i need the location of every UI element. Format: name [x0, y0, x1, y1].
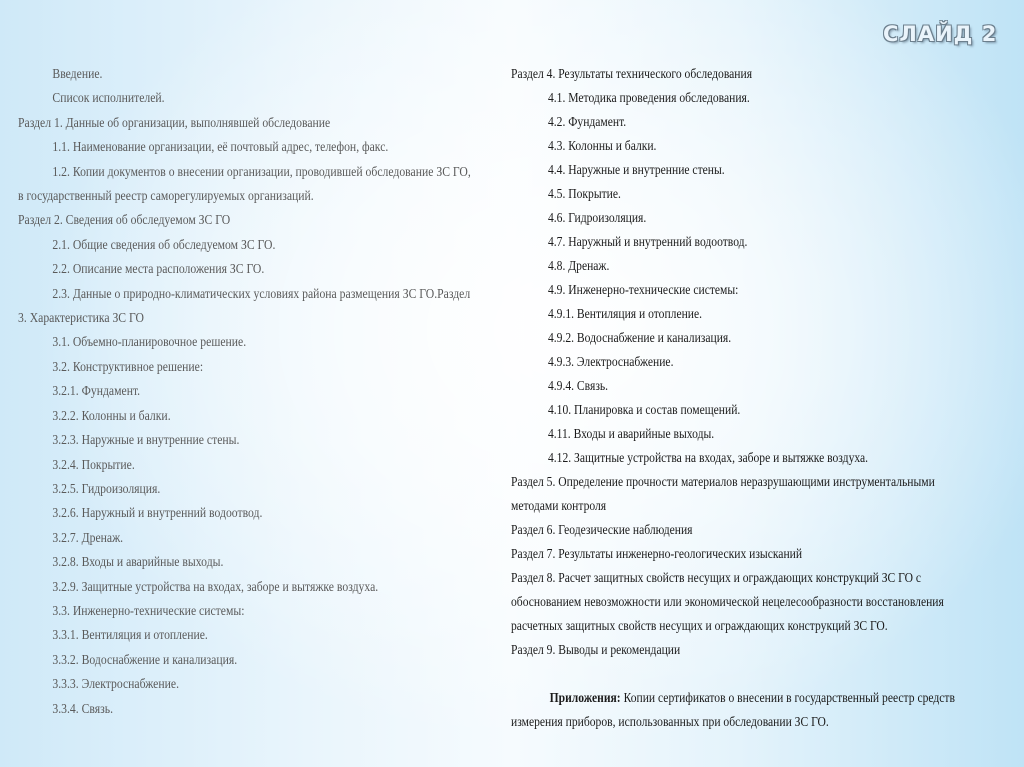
toc-line: 3.3. Инженерно-технические системы:: [52, 602, 245, 618]
toc-section-heading: Раздел 9. Выводы и рекомендации: [511, 642, 681, 657]
toc-line: 3.2.3. Наружные и внутренние стены.: [52, 432, 240, 448]
toc-line: 3.2.7. Дренаж.: [52, 529, 124, 545]
toc-line: 1.1. Наименование организации, её почтовый адрес, телефон, факс.: [52, 139, 389, 155]
toc-line: 4.4. Наружные и внутренние стены.: [547, 162, 725, 177]
spacer: [511, 662, 965, 686]
toc-line: 3.2.6. Наружный и внутренний водоотвод.: [52, 505, 263, 521]
toc-line: Список исполнителей.: [52, 90, 165, 106]
toc-line: 4.11. Входы и аварийные выходы.: [547, 426, 715, 441]
toc-line: 4.6. Гидроизоляция.: [547, 210, 647, 225]
toc-line: 4.1. Методика проведения обследования.: [547, 90, 750, 105]
toc-section-heading: Раздел 5. Определение прочности материалов неразрушающими инструментальными: [511, 474, 935, 489]
toc-line: 3.2.4. Покрытие.: [52, 456, 135, 472]
toc-line: методами контроля: [511, 498, 607, 513]
toc-line: 3.2. Конструктивное решение:: [52, 358, 204, 374]
toc-section-heading: 3. Характеристика ЗС ГО: [18, 310, 144, 326]
toc-line: 3.3.2. Водоснабжение и канализация.: [52, 651, 238, 667]
toc-line: 3.2.8. Входы и аварийные выходы.: [52, 554, 224, 570]
toc-line: 4.12. Защитные устройства на входах, заборе и вытяжке воздуха.: [547, 450, 869, 465]
toc-line: 3.2.5. Гидроизоляция.: [52, 480, 161, 496]
toc-line: 4.3. Колонны и балки.: [547, 138, 657, 153]
appendix-label: Приложения:: [549, 690, 621, 705]
toc-line: обоснованием невозможности или экономической нецелесообразности восстановления: [511, 594, 944, 609]
toc-section-heading: Раздел 7. Результаты инженерно-геологических изысканий: [511, 546, 803, 561]
toc-line: 3.2.2. Колонны и балки.: [52, 407, 171, 423]
toc-section-heading: Раздел 8. Расчет защитных свойств несущих и ограждающих конструкций ЗС ГО с: [511, 570, 921, 585]
toc-line: 2.2. Описание места расположения ЗС ГО.: [52, 261, 265, 277]
toc-section-heading: Раздел 2. Сведения об обследуемом ЗС ГО: [18, 212, 231, 228]
toc-line: 3.3.1. Вентиляция и отопление.: [52, 627, 208, 643]
toc-line: 3.3.3. Электроснабжение.: [52, 676, 180, 692]
toc-line: 4.9.4. Связь.: [547, 378, 609, 393]
toc-section-heading: Раздел 1. Данные об организации, выполнявшей обследование: [18, 114, 331, 130]
toc-line: 4.9. Инженерно-технические системы:: [547, 282, 739, 297]
toc-line: 4.9.1. Вентиляция и отопление.: [547, 306, 703, 321]
toc-line: расчетных защитных свойств несущих и ограждающих конструкций ЗС ГО.: [511, 618, 888, 633]
toc-line: 4.8. Дренаж.: [547, 258, 610, 273]
appendix-line: [511, 686, 965, 710]
toc-line: 3.2.1. Фундамент.: [52, 383, 141, 399]
toc-line: в государственный реестр саморегулируемых организаций.: [18, 188, 314, 204]
toc-line: 3.3.4. Связь.: [52, 700, 114, 716]
contents-right-column: [511, 62, 965, 734]
toc-line: 4.9.3. Электроснабжение.: [547, 354, 674, 369]
toc-line: 3.2.9. Защитные устройства на входах, заборе и вытяжке воздуха.: [52, 578, 379, 594]
appendix-line: измерения приборов, использованных при обследовании ЗС ГО.: [511, 714, 829, 729]
toc-line: 4.10. Планировка и состав помещений.: [547, 402, 741, 417]
slide-title: СЛАЙД 2: [883, 22, 998, 46]
toc-line: Введение.: [52, 66, 103, 81]
toc-line: 4.9.2. Водоснабжение и канализация.: [547, 330, 732, 345]
appendix-text: Копии сертификатов о внесении в государственный реестр средств: [623, 690, 955, 705]
toc-line: 4.5. Покрытие.: [547, 186, 621, 201]
toc-line: 1.2. Копии документов о внесении организации, проводившей обследование ЗС ГО,: [52, 163, 471, 179]
toc-line: 2.3. Данные о природно-климатических условиях района размещения ЗС ГО.Раздел: [52, 285, 471, 301]
toc-line: 4.7. Наружный и внутренний водоотвод.: [547, 234, 748, 249]
toc-line: 3.1. Объемно-планировочное решение.: [52, 334, 247, 350]
toc-line: 4.2. Фундамент.: [547, 114, 627, 129]
toc-section-heading: Раздел 4. Результаты технического обследования: [511, 66, 753, 81]
toc-line: 2.1. Общие сведения об обследуемом ЗС ГО.: [52, 236, 276, 252]
toc-section-heading: Раздел 6. Геодезические наблюдения: [511, 522, 693, 537]
contents-left-column: [18, 62, 471, 721]
